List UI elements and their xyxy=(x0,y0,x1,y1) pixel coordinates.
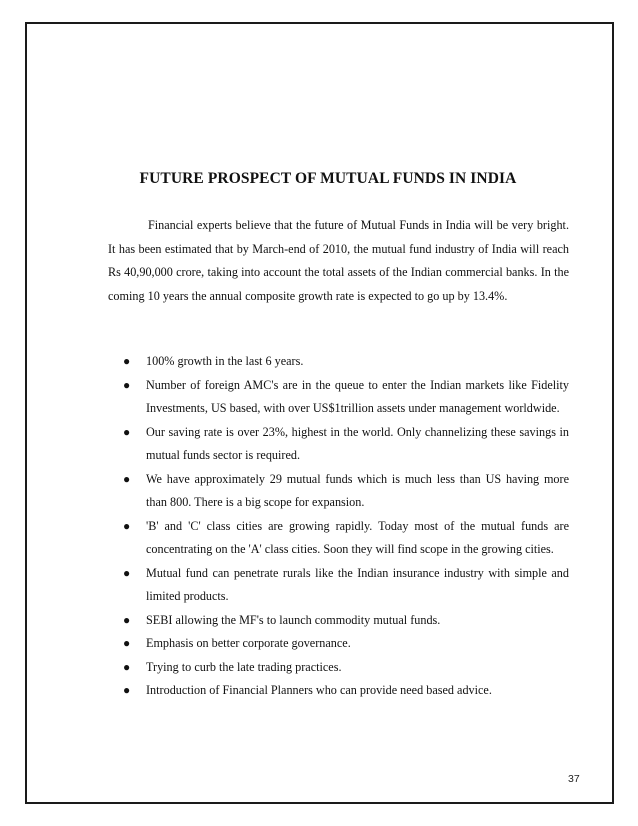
bullet-icon: ● xyxy=(123,683,131,697)
list-item: ● Number of foreign AMC's are in the queue to enter the Indian markets like Fidelity Investments, US based, with over US$1trillion assets under management worldwide. xyxy=(121,374,569,421)
bullet-icon: ● xyxy=(123,636,131,650)
bullet-icon: ● xyxy=(123,612,131,627)
list-item: ● Emphasis on better corporate governance. xyxy=(121,632,569,656)
list-item: ● 100% growth in the last 6 years. xyxy=(121,350,569,374)
bullet-icon: ● xyxy=(123,377,131,392)
list-item: ● Mutual fund can penetrate rurals like the Indian insurance industry with simple and limited products. xyxy=(121,562,569,609)
bullet-icon: ● xyxy=(123,354,131,368)
intro-paragraph: Financial experts believe that the future of Mutual Funds in India will be very bright. It has been estimated that by March-end of 2010, the mutual fund industry of India will reach Rs 40,90,000 crore, taking into account the total assets of the Indian commercial banks. In the coming 10 years the annual composite growth rate is expected to go up by 13.4%. xyxy=(108,218,569,303)
bullet-icon: ● xyxy=(123,424,131,439)
list-item: ● 'B' and 'C' class cities are growing rapidly. Today most of the mutual funds are concentrating on the 'A' class cities. Soon they will find scope in the growing cities. xyxy=(121,515,569,562)
list-item: ● Introduction of Financial Planners who can provide need based advice. xyxy=(121,679,569,703)
page-title: FUTURE PROSPECT OF MUTUAL FUNDS IN INDIA xyxy=(139,170,517,187)
bullet-icon: ● xyxy=(123,471,131,486)
bullet-icon: ● xyxy=(123,565,131,580)
list-item: ● SEBI allowing the MF's to launch commodity mutual funds. xyxy=(121,609,569,633)
list-item: ● Our saving rate is over 23%, highest in the world. Only channelizing these savings in mutual funds sector is required. xyxy=(121,421,569,468)
bullet-icon: ● xyxy=(123,518,131,533)
list-item: ● Trying to curb the late trading practices. xyxy=(121,656,569,680)
bullet-icon: ● xyxy=(123,659,131,674)
page-number: 37 xyxy=(568,773,580,785)
list-item: ● We have approximately 29 mutual funds which is much less than US having more than 800. There is a big scope for expansion. xyxy=(121,468,569,515)
bullet-list xyxy=(121,350,569,703)
